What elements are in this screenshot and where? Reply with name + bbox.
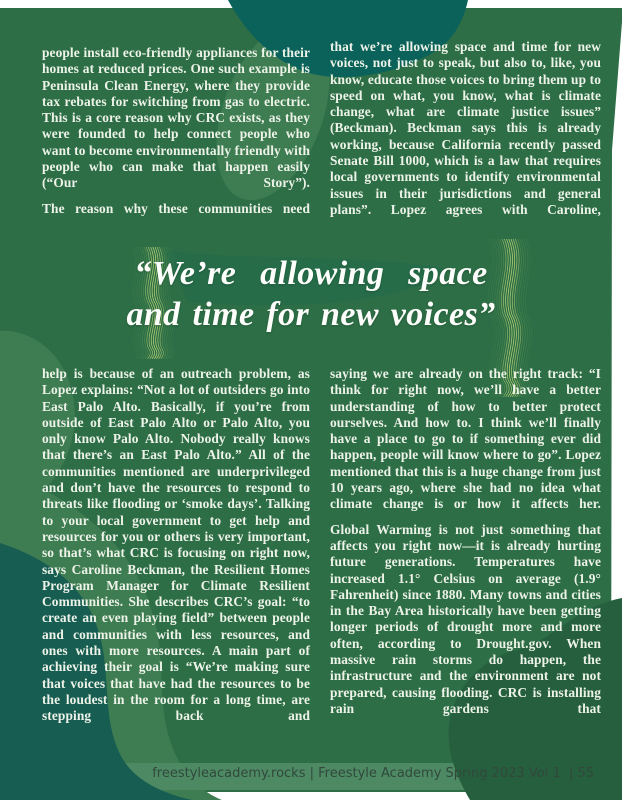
article-column-bottom-left bbox=[42, 366, 310, 734]
article-column-top-left bbox=[42, 45, 310, 226]
pull-quote bbox=[70, 253, 552, 335]
article-paragraph: help is because of an outreach problem, as Lopez explains: “Not a lot of outsiders go into East Palo Alto. Basically, if you’re from outside of East Palo Alto or Palo Alto, you only know Palo Alto. Nobody really knows that there’s an East Palo Alto.” All of the communities mentioned are underprivileged and don’t have the resources to respond to threats like flooding or ‘smoke days’. Talking to your local government to get help and resources for you or others is very important, so that’s what CRC is focusing on right now, says Caroline Beckman, the Resilient Homes Program Manager for Climate Resilient Communities. She describes CRC’s goal: “to create an even playing field” between people and communities with less resources, and ones with more resources. A main part of achieving their goal is “We’re making sure that voices that have had the resources to be the loudest in the room for a long time, are stepping back and bbox=[42, 366, 310, 724]
pull-quote-line: and time for new voices” bbox=[126, 296, 496, 333]
article-column-top-right bbox=[330, 39, 601, 227]
article-column-bottom-right bbox=[330, 366, 601, 726]
footer-text: freestyleacademy.rocks | Freestyle Academy Spring 2023 Vol 1 | 55 bbox=[152, 766, 594, 781]
article-paragraph: The reason why these communities need bbox=[42, 200, 310, 216]
article-paragraph: people install eco-friendly appliances for their homes at reduced prices. One such example is Peninsula Clean Energy, where they provide tax rebates for switching from gas to electric. This is a core reason why CRC exists, as they were founded to help connect people who want to become environmentally friendly with people who can make that happen easily (“Our Story”). bbox=[42, 45, 310, 191]
article-paragraph: Global Warming is not just something that affects you right now—it is already hurting future generations. Temperatures have increased 1.1° Celsius on average (1.9° Fahrenheit) since 1880. Many towns and cities in the Bay Area historically have been getting longer periods of drought more and more often, according to Drought.gov. When massive rain storms do happen, the infrastructure and the environment are not prepared, causing flooding. CRC is installing rain gardens that bbox=[330, 521, 601, 716]
article-paragraph: that we’re allowing space and time for new voices, not just to speak, but also to, like, you know, educate those voices to bring them up to speed on what, you know, what is climate change, what are climate justice issues” (Beckman). Beckman says this is already working, because California recently passed Senate Bill 1000, which is a law that requires local governments to identify environmental issues in their jurisdictions and general plans”. Lopez agrees with Caroline, bbox=[330, 39, 601, 217]
article-paragraph: saying we are already on the right track: “I think for right now, we’ll have a better understanding of how to better protect ourselves. And how to. I think we’ll finally have a place to go to if something ever did happen, people will know where to go”. Lopez mentioned that this is a huge change from just 10 years ago, where she had no idea what climate change is or how it affects her. bbox=[330, 366, 601, 512]
pull-quote-line: “We’re allowing space bbox=[134, 255, 488, 292]
